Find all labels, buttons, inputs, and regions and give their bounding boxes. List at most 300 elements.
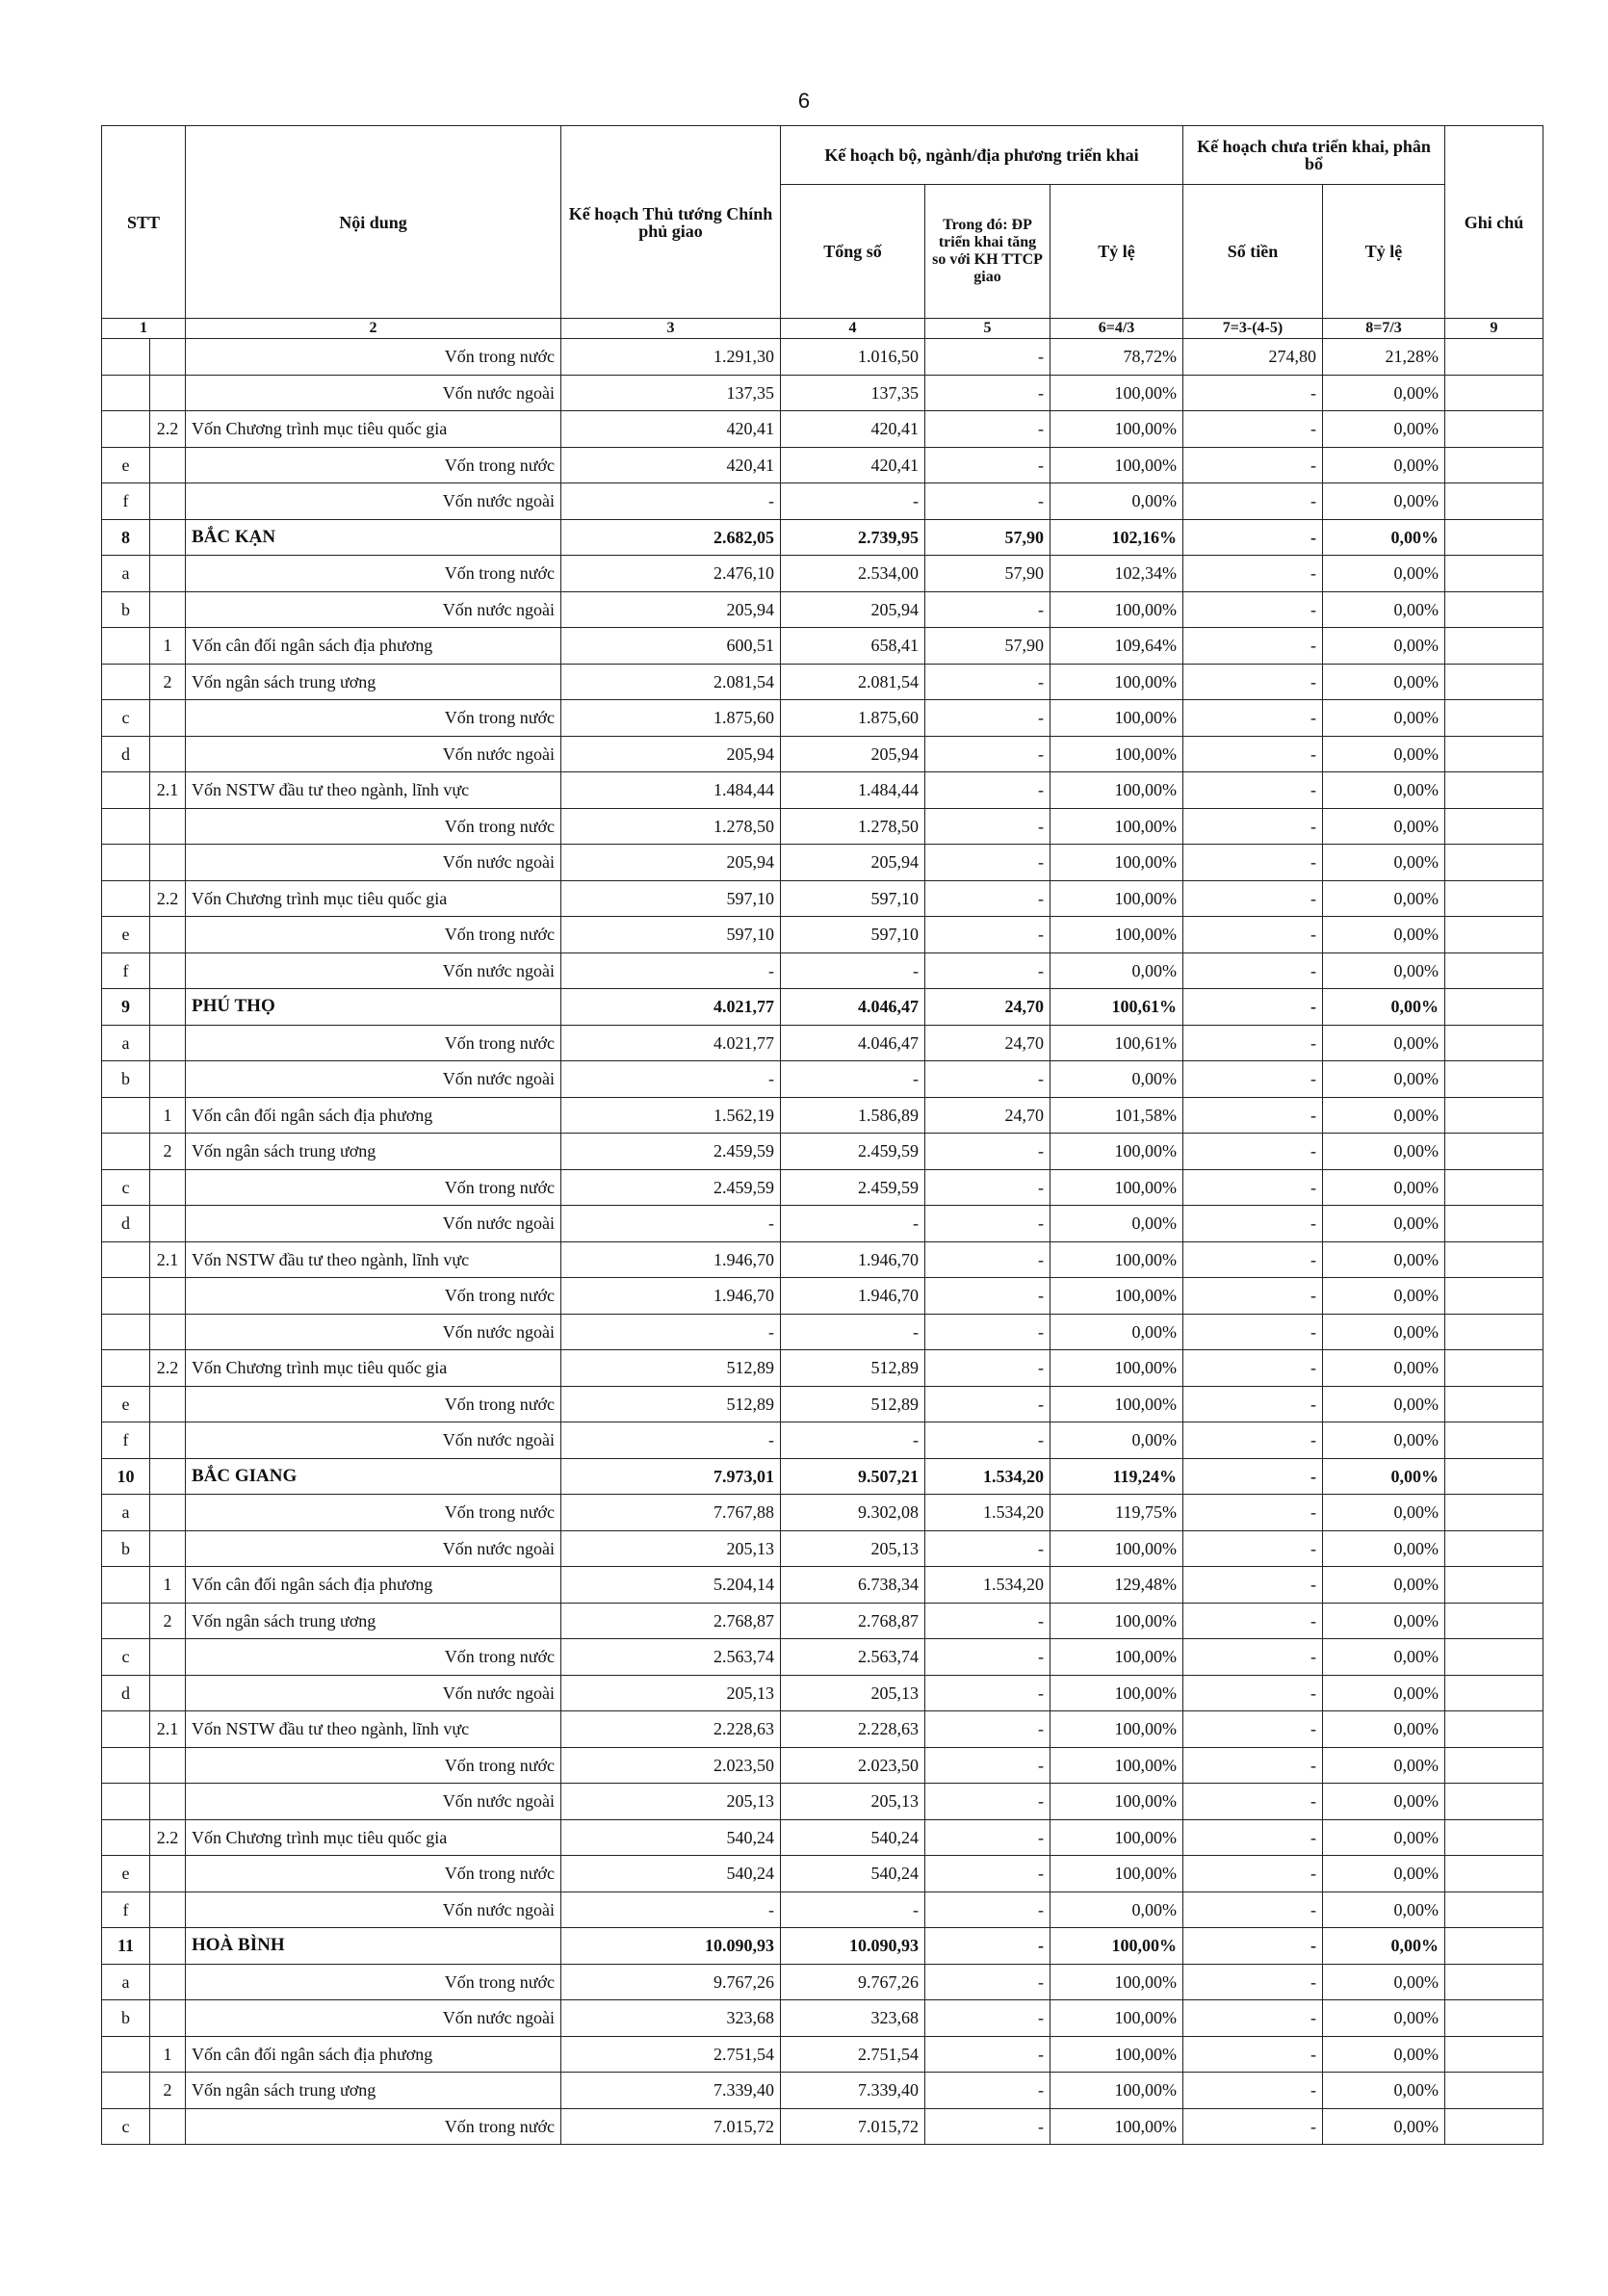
row-stt — [102, 880, 150, 917]
row-tong-so: 658,41 — [781, 628, 925, 665]
row-ty-le: 100,00% — [1050, 1134, 1183, 1170]
table-row — [102, 483, 1543, 520]
row-content: Vốn nước ngoài — [186, 1314, 561, 1350]
table-row — [102, 664, 1543, 700]
row-tang-them: 57,90 — [925, 628, 1050, 665]
table-row — [102, 556, 1543, 592]
row-ty-le: 100,00% — [1050, 845, 1183, 881]
row-tong-so: 2.228,63 — [781, 1711, 925, 1748]
row-ty-le-chua: 0,00% — [1323, 1784, 1445, 1820]
row-ghi-chu — [1445, 1928, 1543, 1965]
row-tang-them: - — [925, 2108, 1050, 2145]
row-so-tien: - — [1183, 519, 1323, 556]
row-sub-index — [150, 736, 186, 772]
row-ke-hoach-ttcp: 1.562,19 — [561, 1097, 781, 1134]
row-stt: b — [102, 1530, 150, 1567]
row-content: Vốn trong nước — [186, 339, 561, 376]
row-stt: 8 — [102, 519, 150, 556]
row-ke-hoach-ttcp: 2.081,54 — [561, 664, 781, 700]
row-content: Vốn trong nước — [186, 1169, 561, 1206]
table-row — [102, 1639, 1543, 1676]
row-ghi-chu — [1445, 1784, 1543, 1820]
row-sub-index — [150, 1675, 186, 1711]
row-stt — [102, 1784, 150, 1820]
row-content: HOÀ BÌNH — [186, 1928, 561, 1965]
header-group-trien-khai: Kế hoạch bộ, ngành/địa phương triển khai — [781, 126, 1183, 185]
row-content: Vốn nước ngoài — [186, 736, 561, 772]
row-ty-le-chua: 0,00% — [1323, 1892, 1445, 1928]
row-ty-le-chua: 0,00% — [1323, 917, 1445, 953]
table-row — [102, 1819, 1543, 1856]
row-content: Vốn NSTW đầu tư theo ngành, lĩnh vực — [186, 1711, 561, 1748]
row-tong-so: 6.738,34 — [781, 1567, 925, 1604]
row-ke-hoach-ttcp: 512,89 — [561, 1350, 781, 1387]
row-ghi-chu — [1445, 1639, 1543, 1676]
row-tong-so: 9.767,26 — [781, 1964, 925, 2000]
row-tang-them: 57,90 — [925, 556, 1050, 592]
row-ty-le: 0,00% — [1050, 1892, 1183, 1928]
row-ty-le-chua: 0,00% — [1323, 591, 1445, 628]
row-ke-hoach-ttcp: 7.015,72 — [561, 2108, 781, 2145]
row-ke-hoach-ttcp: 2.476,10 — [561, 556, 781, 592]
row-ghi-chu — [1445, 1169, 1543, 1206]
row-ty-le: 119,24% — [1050, 1458, 1183, 1495]
row-tang-them: - — [925, 1314, 1050, 1350]
table-row — [102, 447, 1543, 483]
header-trong-do: Trong đó: ĐP triển khai tăng so với KH TTCP giao — [925, 185, 1050, 319]
row-ghi-chu — [1445, 1964, 1543, 2000]
row-ghi-chu — [1445, 2108, 1543, 2145]
row-tong-so: 2.459,59 — [781, 1169, 925, 1206]
row-tang-them: - — [925, 1711, 1050, 1748]
row-ke-hoach-ttcp: 7.767,88 — [561, 1495, 781, 1531]
row-ty-le-chua: 0,00% — [1323, 411, 1445, 448]
row-tang-them: - — [925, 591, 1050, 628]
row-ty-le-chua: 0,00% — [1323, 1928, 1445, 1965]
row-ty-le-chua: 0,00% — [1323, 845, 1445, 881]
row-stt: e — [102, 917, 150, 953]
row-tong-so: 2.534,00 — [781, 556, 925, 592]
row-content: BẮC KẠN — [186, 519, 561, 556]
row-tong-so: - — [781, 952, 925, 989]
row-tang-them: - — [925, 375, 1050, 411]
row-sub-index — [150, 1964, 186, 2000]
row-ke-hoach-ttcp: - — [561, 1206, 781, 1242]
row-ke-hoach-ttcp: - — [561, 1314, 781, 1350]
row-so-tien: - — [1183, 1639, 1323, 1676]
row-so-tien: - — [1183, 917, 1323, 953]
row-ghi-chu — [1445, 375, 1543, 411]
row-sub-index: 1 — [150, 628, 186, 665]
row-ke-hoach-ttcp: 2.459,59 — [561, 1169, 781, 1206]
row-stt: b — [102, 1061, 150, 1098]
row-ty-le: 100,00% — [1050, 1278, 1183, 1315]
row-tang-them: - — [925, 1530, 1050, 1567]
row-stt: 11 — [102, 1928, 150, 1965]
row-ghi-chu — [1445, 1350, 1543, 1387]
row-so-tien: - — [1183, 736, 1323, 772]
row-sub-index — [150, 519, 186, 556]
table-row — [102, 411, 1543, 448]
row-tong-so: 4.046,47 — [781, 1025, 925, 1061]
row-ty-le: 100,00% — [1050, 1530, 1183, 1567]
row-ke-hoach-ttcp: 2.768,87 — [561, 1603, 781, 1639]
row-content: Vốn nước ngoài — [186, 845, 561, 881]
row-tang-them: - — [925, 447, 1050, 483]
row-ke-hoach-ttcp: 1.291,30 — [561, 339, 781, 376]
table-row — [102, 1928, 1543, 1965]
row-ty-le: 100,00% — [1050, 808, 1183, 845]
row-so-tien: - — [1183, 628, 1323, 665]
row-stt: a — [102, 1495, 150, 1531]
row-tang-them: - — [925, 1422, 1050, 1459]
row-tong-so: - — [781, 1892, 925, 1928]
row-tong-so: 2.739,95 — [781, 519, 925, 556]
row-content: Vốn nước ngoài — [186, 952, 561, 989]
row-ty-le: 0,00% — [1050, 1422, 1183, 1459]
row-ty-le: 100,00% — [1050, 700, 1183, 737]
row-tong-so: 205,13 — [781, 1675, 925, 1711]
row-sub-index — [150, 1747, 186, 1784]
row-ke-hoach-ttcp: 205,94 — [561, 736, 781, 772]
row-ty-le: 100,00% — [1050, 2036, 1183, 2073]
table-row — [102, 1892, 1543, 1928]
row-content: Vốn nước ngoài — [186, 2000, 561, 2037]
header-so-tien: Số tiền — [1183, 185, 1323, 319]
row-stt: a — [102, 1025, 150, 1061]
row-sub-index: 1 — [150, 1097, 186, 1134]
col-number: 1 — [102, 319, 186, 339]
row-ke-hoach-ttcp: 1.278,50 — [561, 808, 781, 845]
row-content: Vốn trong nước — [186, 808, 561, 845]
row-so-tien: - — [1183, 1892, 1323, 1928]
row-so-tien: - — [1183, 1241, 1323, 1278]
row-sub-index — [150, 1422, 186, 1459]
row-stt: b — [102, 2000, 150, 2037]
row-ghi-chu — [1445, 1134, 1543, 1170]
row-sub-index — [150, 1784, 186, 1820]
row-ke-hoach-ttcp: 205,94 — [561, 845, 781, 881]
row-so-tien: - — [1183, 1314, 1323, 1350]
row-sub-index — [150, 1495, 186, 1531]
row-stt: d — [102, 736, 150, 772]
table-row — [102, 1964, 1543, 2000]
row-sub-index — [150, 2000, 186, 2037]
row-tong-so: 1.875,60 — [781, 700, 925, 737]
table-row — [102, 845, 1543, 881]
row-so-tien: - — [1183, 2073, 1323, 2109]
row-ty-le-chua: 0,00% — [1323, 1278, 1445, 1315]
row-tang-them: 1.534,20 — [925, 1458, 1050, 1495]
row-stt — [102, 1567, 150, 1604]
row-tong-so: 7.015,72 — [781, 2108, 925, 2145]
row-ty-le: 0,00% — [1050, 1314, 1183, 1350]
row-ty-le-chua: 0,00% — [1323, 1856, 1445, 1892]
row-content: Vốn nước ngoài — [186, 375, 561, 411]
row-stt: c — [102, 1169, 150, 1206]
row-so-tien: - — [1183, 1567, 1323, 1604]
row-ghi-chu — [1445, 1025, 1543, 1061]
row-sub-index: 2 — [150, 1134, 186, 1170]
col-number: 3 — [561, 319, 781, 339]
row-stt — [102, 664, 150, 700]
row-sub-index: 2 — [150, 1603, 186, 1639]
row-content: Vốn cân đối ngân sách địa phương — [186, 1097, 561, 1134]
row-ghi-chu — [1445, 1892, 1543, 1928]
row-content: Vốn nước ngoài — [186, 1061, 561, 1098]
row-ty-le-chua: 0,00% — [1323, 519, 1445, 556]
row-ke-hoach-ttcp: 205,94 — [561, 591, 781, 628]
row-content: Vốn trong nước — [186, 700, 561, 737]
row-ty-le-chua: 0,00% — [1323, 1675, 1445, 1711]
row-sub-index — [150, 1530, 186, 1567]
col-number: 2 — [186, 319, 561, 339]
row-content: Vốn cân đối ngân sách địa phương — [186, 2036, 561, 2073]
row-ty-le-chua: 0,00% — [1323, 1350, 1445, 1387]
header-noi-dung: Nội dung — [186, 126, 561, 319]
row-ty-le-chua: 0,00% — [1323, 808, 1445, 845]
row-ke-hoach-ttcp: - — [561, 952, 781, 989]
row-so-tien: - — [1183, 2036, 1323, 2073]
row-so-tien: - — [1183, 556, 1323, 592]
row-so-tien: - — [1183, 1856, 1323, 1892]
row-ty-le: 100,00% — [1050, 880, 1183, 917]
row-ty-le: 102,16% — [1050, 519, 1183, 556]
row-sub-index — [150, 1639, 186, 1676]
row-ty-le: 0,00% — [1050, 1206, 1183, 1242]
table-row — [102, 1422, 1543, 1459]
row-tong-so: 420,41 — [781, 411, 925, 448]
table-row — [102, 808, 1543, 845]
row-ghi-chu — [1445, 700, 1543, 737]
row-sub-index — [150, 1169, 186, 1206]
row-stt — [102, 1747, 150, 1784]
row-stt: f — [102, 952, 150, 989]
row-stt — [102, 1097, 150, 1134]
row-ke-hoach-ttcp: 2.563,74 — [561, 1639, 781, 1676]
row-tang-them: - — [925, 1784, 1050, 1820]
table-row — [102, 1458, 1543, 1495]
row-tong-so: 205,13 — [781, 1784, 925, 1820]
row-so-tien: 274,80 — [1183, 339, 1323, 376]
row-ke-hoach-ttcp: 2.459,59 — [561, 1134, 781, 1170]
row-tang-them: - — [925, 483, 1050, 520]
row-stt: f — [102, 1422, 150, 1459]
row-ghi-chu — [1445, 1856, 1543, 1892]
row-ghi-chu — [1445, 1422, 1543, 1459]
row-ghi-chu — [1445, 447, 1543, 483]
row-ke-hoach-ttcp: 205,13 — [561, 1784, 781, 1820]
row-sub-index: 2.1 — [150, 772, 186, 809]
row-so-tien: - — [1183, 375, 1323, 411]
row-ty-le: 100,00% — [1050, 2000, 1183, 2037]
row-tang-them: - — [925, 2036, 1050, 2073]
row-content: Vốn trong nước — [186, 1495, 561, 1531]
row-ty-le-chua: 0,00% — [1323, 1134, 1445, 1170]
row-sub-index — [150, 1928, 186, 1965]
row-so-tien: - — [1183, 880, 1323, 917]
row-so-tien: - — [1183, 664, 1323, 700]
table-row — [102, 2108, 1543, 2145]
table-row — [102, 339, 1543, 376]
row-content: Vốn trong nước — [186, 1278, 561, 1315]
row-stt — [102, 1241, 150, 1278]
row-tang-them: - — [925, 736, 1050, 772]
table-row — [102, 736, 1543, 772]
row-ty-le: 100,00% — [1050, 1386, 1183, 1422]
row-sub-index: 2.1 — [150, 1241, 186, 1278]
row-ty-le-chua: 0,00% — [1323, 1206, 1445, 1242]
row-sub-index — [150, 1386, 186, 1422]
row-tong-so: 597,10 — [781, 917, 925, 953]
row-ke-hoach-ttcp: - — [561, 483, 781, 520]
row-ty-le: 100,00% — [1050, 1964, 1183, 2000]
row-ty-le: 100,00% — [1050, 411, 1183, 448]
row-ty-le: 100,61% — [1050, 989, 1183, 1026]
row-ty-le-chua: 0,00% — [1323, 1530, 1445, 1567]
header-ty-le: Tỷ lệ — [1050, 185, 1183, 319]
row-ke-hoach-ttcp: 540,24 — [561, 1856, 781, 1892]
row-ke-hoach-ttcp: - — [561, 1061, 781, 1098]
row-so-tien: - — [1183, 808, 1323, 845]
row-so-tien: - — [1183, 1025, 1323, 1061]
row-ty-le-chua: 0,00% — [1323, 1639, 1445, 1676]
row-sub-index: 1 — [150, 1567, 186, 1604]
row-stt — [102, 1603, 150, 1639]
row-ghi-chu — [1445, 628, 1543, 665]
row-so-tien: - — [1183, 1422, 1323, 1459]
row-ke-hoach-ttcp: 420,41 — [561, 411, 781, 448]
row-ke-hoach-ttcp: 1.875,60 — [561, 700, 781, 737]
row-stt: 9 — [102, 989, 150, 1026]
row-ty-le-chua: 0,00% — [1323, 736, 1445, 772]
row-sub-index — [150, 1314, 186, 1350]
row-ty-le: 100,00% — [1050, 1169, 1183, 1206]
row-stt: c — [102, 700, 150, 737]
row-tang-them: - — [925, 1603, 1050, 1639]
table-row — [102, 1278, 1543, 1315]
row-sub-index: 2 — [150, 664, 186, 700]
row-so-tien: - — [1183, 2000, 1323, 2037]
row-ghi-chu — [1445, 845, 1543, 881]
row-sub-index — [150, 591, 186, 628]
row-ty-le: 100,00% — [1050, 375, 1183, 411]
row-tong-so: 1.016,50 — [781, 339, 925, 376]
row-so-tien: - — [1183, 1097, 1323, 1134]
row-content: Vốn cân đối ngân sách địa phương — [186, 1567, 561, 1604]
row-stt — [102, 1819, 150, 1856]
row-ghi-chu — [1445, 1819, 1543, 1856]
table-row — [102, 519, 1543, 556]
row-sub-index — [150, 483, 186, 520]
row-ty-le: 100,00% — [1050, 1928, 1183, 1965]
row-ty-le: 0,00% — [1050, 1061, 1183, 1098]
row-ty-le-chua: 0,00% — [1323, 989, 1445, 1026]
row-ke-hoach-ttcp: 597,10 — [561, 917, 781, 953]
row-tang-them: 57,90 — [925, 519, 1050, 556]
table-row — [102, 1134, 1543, 1170]
row-tang-them: - — [925, 664, 1050, 700]
row-so-tien: - — [1183, 989, 1323, 1026]
header-ghi-chu: Ghi chú — [1445, 126, 1543, 319]
row-ty-le: 0,00% — [1050, 952, 1183, 989]
row-tang-them: - — [925, 700, 1050, 737]
row-stt — [102, 2073, 150, 2109]
row-ty-le-chua: 0,00% — [1323, 1314, 1445, 1350]
row-ghi-chu — [1445, 1747, 1543, 1784]
row-ty-le-chua: 0,00% — [1323, 1567, 1445, 1604]
table-row — [102, 952, 1543, 989]
row-ty-le: 101,58% — [1050, 1097, 1183, 1134]
row-tong-so: 2.459,59 — [781, 1134, 925, 1170]
row-tang-them: - — [925, 1278, 1050, 1315]
row-ke-hoach-ttcp: 600,51 — [561, 628, 781, 665]
row-tong-so: 597,10 — [781, 880, 925, 917]
row-tang-them: - — [925, 952, 1050, 989]
row-ghi-chu — [1445, 952, 1543, 989]
row-ghi-chu — [1445, 1278, 1543, 1315]
row-stt — [102, 808, 150, 845]
row-tang-them: - — [925, 1747, 1050, 1784]
row-ghi-chu — [1445, 1495, 1543, 1531]
table-row — [102, 880, 1543, 917]
row-tang-them: - — [925, 1241, 1050, 1278]
row-sub-index — [150, 845, 186, 881]
table-row — [102, 1530, 1543, 1567]
row-content: Vốn ngân sách trung ương — [186, 1134, 561, 1170]
row-ty-le-chua: 21,28% — [1323, 339, 1445, 376]
row-content: Vốn nước ngoài — [186, 1422, 561, 1459]
row-sub-index — [150, 808, 186, 845]
row-content: Vốn trong nước — [186, 1025, 561, 1061]
table-row — [102, 1495, 1543, 1531]
row-tang-them: - — [925, 772, 1050, 809]
row-content: Vốn Chương trình mục tiêu quốc gia — [186, 880, 561, 917]
row-tang-them: - — [925, 2000, 1050, 2037]
row-ghi-chu — [1445, 1603, 1543, 1639]
row-stt: a — [102, 1964, 150, 2000]
row-ghi-chu — [1445, 736, 1543, 772]
row-tong-so: 4.046,47 — [781, 989, 925, 1026]
row-ke-hoach-ttcp: 1.946,70 — [561, 1278, 781, 1315]
row-content: PHÚ THỌ — [186, 989, 561, 1026]
row-ty-le-chua: 0,00% — [1323, 447, 1445, 483]
row-tang-them: - — [925, 917, 1050, 953]
table-row — [102, 1386, 1543, 1422]
table-row — [102, 1675, 1543, 1711]
table-row — [102, 1747, 1543, 1784]
row-content: Vốn nước ngoài — [186, 591, 561, 628]
row-stt — [102, 845, 150, 881]
row-sub-index: 2.2 — [150, 880, 186, 917]
row-ty-le: 100,00% — [1050, 591, 1183, 628]
row-ty-le: 100,00% — [1050, 1747, 1183, 1784]
row-tang-them: 24,70 — [925, 989, 1050, 1026]
row-stt — [102, 628, 150, 665]
row-tong-so: - — [781, 1061, 925, 1098]
row-ghi-chu — [1445, 1314, 1543, 1350]
row-so-tien: - — [1183, 1747, 1323, 1784]
row-ty-le: 100,00% — [1050, 2108, 1183, 2145]
row-stt: c — [102, 1639, 150, 1676]
row-ty-le-chua: 0,00% — [1323, 1061, 1445, 1098]
row-ty-le-chua: 0,00% — [1323, 628, 1445, 665]
row-sub-index — [150, 1025, 186, 1061]
row-stt — [102, 2036, 150, 2073]
row-ke-hoach-ttcp: 1.484,44 — [561, 772, 781, 809]
row-sub-index — [150, 917, 186, 953]
row-ty-le: 119,75% — [1050, 1495, 1183, 1531]
